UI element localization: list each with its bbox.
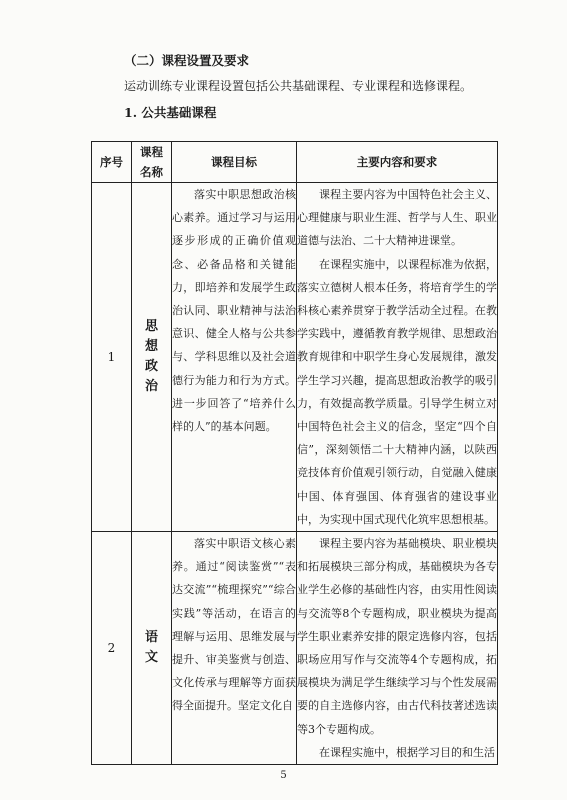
row-course-name	[132, 532, 172, 765]
course-name-char: 文	[144, 650, 158, 666]
course-name-char: 语	[144, 630, 158, 646]
course-name-char: 想	[144, 339, 158, 355]
intro-paragraph: 运动训练专业课程设置包括公共基础课程、专业课程和选修课程。	[124, 79, 473, 93]
row-course-content	[297, 532, 498, 765]
row-course-goal	[172, 532, 297, 765]
row-course-content	[297, 183, 498, 532]
course-name-char: 思	[144, 319, 158, 335]
section-heading: （二）课程设置及要求	[124, 53, 250, 68]
course-goal-text: 落实中职语文核心素养。通过“阅读鉴赏”“表达交流”“梳理探究”“综合实践”等活动，在语言的理解与运用、思维发展与提升、审美鉴赏与创造、文化传承与理解等方面获得全面提升。坚定文化自	[172, 537, 296, 713]
subsection-heading: 1. 公共基础课程	[124, 105, 217, 120]
table-header-row	[92, 142, 498, 183]
course-content-paragraph: 在课程实施中，根据学习目的和生活	[319, 745, 495, 759]
table-row	[92, 532, 498, 765]
header-name-line1: 课程	[140, 145, 163, 159]
header-name	[132, 142, 172, 183]
header-content: 主要内容和要求	[297, 142, 498, 183]
course-name-char: 政	[144, 359, 158, 375]
row-course-goal	[172, 183, 297, 532]
course-goal-text: 落实中职思想政治核心素养。通过学习与运用逐步形成的正确价值观念、必备品格和关键能力，即培养和发展学生政治认同、职业精神与法治意识、健全人格与公共参与、学科思维以及社会道德行为能力和行为方式。进一步回答了“培养什么样的人”的基本问题。	[172, 188, 296, 434]
table-row	[92, 183, 498, 532]
course-name-char: 治	[144, 379, 158, 395]
row-num: 2	[92, 532, 132, 765]
course-content-paragraph: 在课程实施中，以课程标准为依据，落实立德树人根本任务，将培育学生的学科核心素养贯穿于教学活动全过程。在教学实践中，遵循教育教学规律、思想政治教育规律和中职学生身心发展规律，激发学生学习兴趣，提高思想政治教学的吸引力，有效提高教学质量。引导学生树立对中国特色社会主义的信念，坚定“四个自信”，深刻领悟二十大精神内涵，以陕西竞技体育价值观引领行动，自觉融入健康中国、体育强国、体育强省的建设事业中，为实现中国式现代化筑牢思想根基。	[297, 257, 497, 526]
row-num: 1	[92, 183, 132, 532]
header-num: 序号	[92, 142, 132, 183]
course-content-paragraph: 课程主要内容为基础模块、职业模块和拓展模块三部分构成，基础模块为各专业学生必修的基础性内容，由实用性阅读与交流等8个专题构成，职业模块为提高学生职业素养安排的限定选修内容，包括职场应用写作与交流等4个专题构成，拓展模块为满足学生继续学习与个性发展需要的自主选修内容，由古代科技著述选读等3个专题构成。	[297, 537, 497, 736]
page-number: 5	[280, 770, 287, 781]
header-goal: 课程目标	[172, 142, 297, 183]
course-table	[91, 141, 498, 765]
row-course-name	[132, 183, 172, 532]
course-content-paragraph: 课程主要内容为中国特色社会主义、心理健康与职业生涯、哲学与人生、职业道德与法治、二十大精神进课堂。	[297, 188, 497, 248]
header-name-line2: 名称	[140, 165, 163, 179]
